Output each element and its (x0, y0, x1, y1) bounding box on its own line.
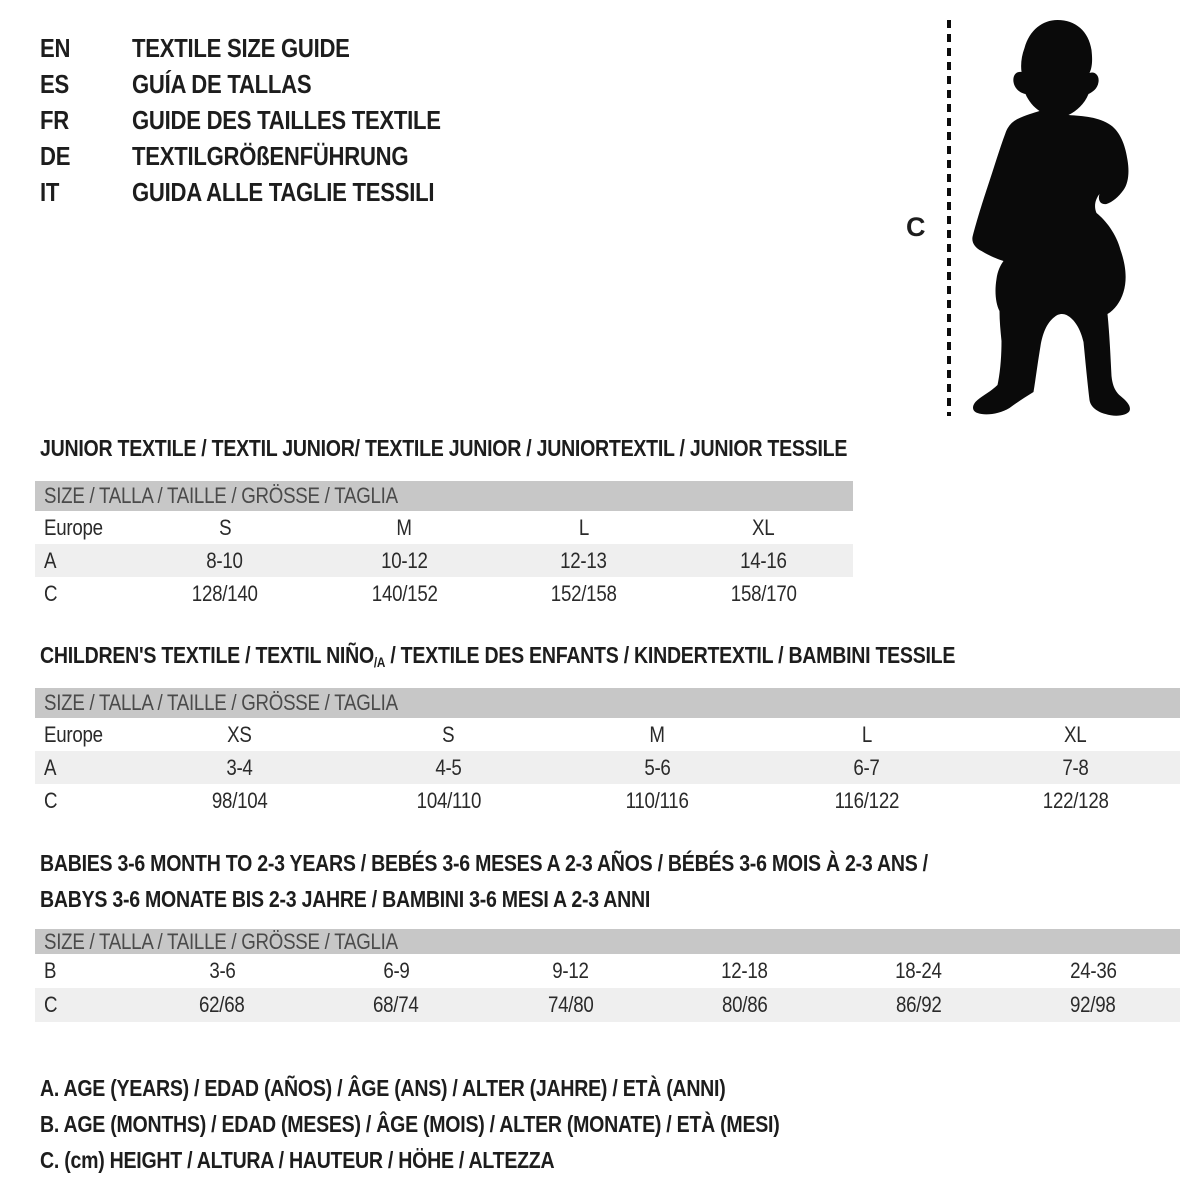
size-cell: 74/80 (547, 992, 594, 1017)
size-cell: 6-9 (383, 958, 410, 983)
toddler-silhouette (966, 18, 1134, 418)
table-row (35, 577, 853, 610)
size-cell: S (218, 514, 231, 540)
lang-label-fr: GUIDE DES TAILLES TEXTILE (132, 104, 441, 135)
table-row (35, 718, 1180, 751)
size-cell: 122/128 (1042, 787, 1109, 813)
row-label: C (44, 787, 58, 813)
lang-row-fr (40, 102, 495, 138)
footnote-b-text: B. AGE (MONTHS) / EDAD (MESES) / ÂGE (MOIS) / ALTER (MONATE) / ETÀ (MESI) (40, 1110, 780, 1137)
babies-title-line2: BABYS 3-6 MONATE BIS 2-3 JAHRE / BAMBINI 3-6 MESI A 2-3 ANNI (40, 886, 651, 912)
size-cell: XL (752, 514, 775, 540)
section-title-junior-text: JUNIOR TEXTILE / TEXTIL JUNIOR/ TEXTILE JUNIOR / JUNIORTEXTIL / JUNIOR TESSILE (40, 435, 848, 461)
size-cell: 104/110 (416, 787, 481, 813)
section-title-children (40, 642, 1117, 669)
section-title-children-text (40, 642, 955, 669)
lang-row-en (40, 30, 495, 66)
row-label: Europe (44, 721, 103, 747)
table-row (35, 988, 1180, 1022)
size-cell: M (649, 721, 666, 747)
babies-table-header-text: SIZE / TALLA / TAILLE / GRÖSSE / TAGLIA (44, 928, 398, 954)
row-label: C (44, 580, 58, 606)
lang-label-de: TEXTILGRÖßENFÜHRUNG (132, 140, 409, 171)
lang-code-en: EN (40, 32, 71, 63)
lang-code-it: IT (40, 176, 60, 207)
babies-size-table (35, 929, 1180, 1022)
size-cell: XL (1064, 721, 1087, 747)
size-cell: 92/98 (1070, 992, 1116, 1017)
junior-size-table (35, 481, 853, 610)
size-cell: 7-8 (1062, 754, 1089, 780)
table-row (35, 544, 853, 577)
size-cell: 5-6 (644, 754, 671, 780)
children-table-header (35, 688, 1180, 718)
footnotes (40, 1070, 910, 1178)
size-cell: 3-6 (208, 958, 236, 983)
footnote-a-text: A. AGE (YEARS) / EDAD (AÑOS) / ÂGE (ANS) / ALTER (JAHRE) / ETÀ (ANNI) (40, 1074, 726, 1101)
lang-code-es: ES (40, 68, 69, 99)
table-row (35, 751, 1180, 784)
row-label: Europe (44, 514, 103, 540)
children-size-table (35, 688, 1180, 817)
lang-code-fr: FR (40, 104, 69, 135)
size-cell: 62/68 (199, 992, 245, 1017)
size-cell: 80/86 (721, 992, 768, 1017)
children-title-rest: / TEXTILE DES ENFANTS / KINDERTEXTIL / BAMBINI TESSILE (385, 642, 956, 668)
table-row (35, 511, 853, 544)
row-label: C (44, 992, 58, 1017)
row-label: B (44, 958, 57, 983)
junior-table-header-text: SIZE / TALLA / TAILLE / GRÖSSE / TAGLIA (44, 483, 398, 508)
children-table-header-text: SIZE / TALLA / TAILLE / GRÖSSE / TAGLIA (44, 690, 398, 715)
size-cell: 68/74 (373, 992, 420, 1017)
size-cell: 116/122 (834, 787, 899, 813)
section-title-junior (40, 435, 990, 462)
lang-code-de: DE (40, 140, 71, 171)
lang-label-it: GUIDA ALLE TAGLIE TESSILI (132, 176, 435, 207)
lang-row-es (40, 66, 495, 102)
size-cell: 3-4 (226, 754, 253, 780)
lang-row-de (40, 138, 495, 174)
junior-table-header (35, 481, 853, 511)
size-cell: L (861, 721, 872, 747)
babies-title-line1: BABIES 3-6 MONTH TO 2-3 YEARS / BEBÉS 3-6 MESES A 2-3 AÑOS / BÉBÉS 3-6 MOIS À 2-3 ANS / (40, 850, 928, 876)
size-cell: L (578, 514, 589, 540)
size-cell: 140/152 (371, 580, 438, 606)
footnote-c-text: C. (cm) HEIGHT / ALTURA / HAUTEUR / HÖHE / ALTEZZA (40, 1146, 555, 1173)
height-measure-dashed-line (947, 20, 951, 416)
size-cell: 158/170 (730, 580, 797, 606)
lang-label-es: GUÍA DE TALLAS (132, 68, 312, 99)
size-cell: 152/158 (550, 580, 617, 606)
section-title-babies (40, 845, 1085, 917)
size-cell: 12-18 (721, 958, 768, 983)
size-cell: 86/92 (896, 992, 942, 1017)
size-cell: 98/104 (211, 787, 268, 813)
size-cell: 6-7 (853, 754, 880, 780)
row-label: A (44, 547, 57, 573)
size-cell: XS (227, 721, 252, 747)
table-row (35, 784, 1180, 817)
size-cell: 18-24 (895, 958, 943, 983)
size-cell: 14-16 (739, 547, 787, 573)
size-cell: S (442, 721, 455, 747)
children-title-subscript: /A (373, 655, 386, 671)
footnote-c (40, 1142, 910, 1178)
lang-label-en: TEXTILE SIZE GUIDE (132, 32, 350, 63)
footnote-b (40, 1106, 910, 1142)
table-row (35, 954, 1180, 988)
babies-table-header (35, 929, 1180, 954)
size-cell: 12-13 (560, 547, 608, 573)
size-cell: 128/140 (191, 580, 258, 606)
size-cell: M (396, 514, 412, 540)
lang-row-it (40, 174, 495, 210)
row-label: A (44, 754, 57, 780)
size-cell: 8-10 (206, 547, 243, 573)
footnote-a (40, 1070, 910, 1106)
size-cell: 10-12 (380, 547, 428, 573)
size-cell: 4-5 (435, 754, 462, 780)
language-header (40, 30, 495, 210)
size-cell: 9-12 (552, 958, 589, 983)
size-cell: 24-36 (1069, 958, 1117, 983)
measure-label-c: C (906, 212, 926, 242)
size-cell: 110/116 (625, 787, 690, 813)
children-title-main: CHILDREN'S TEXTILE / TEXTIL NIÑO (40, 642, 374, 668)
